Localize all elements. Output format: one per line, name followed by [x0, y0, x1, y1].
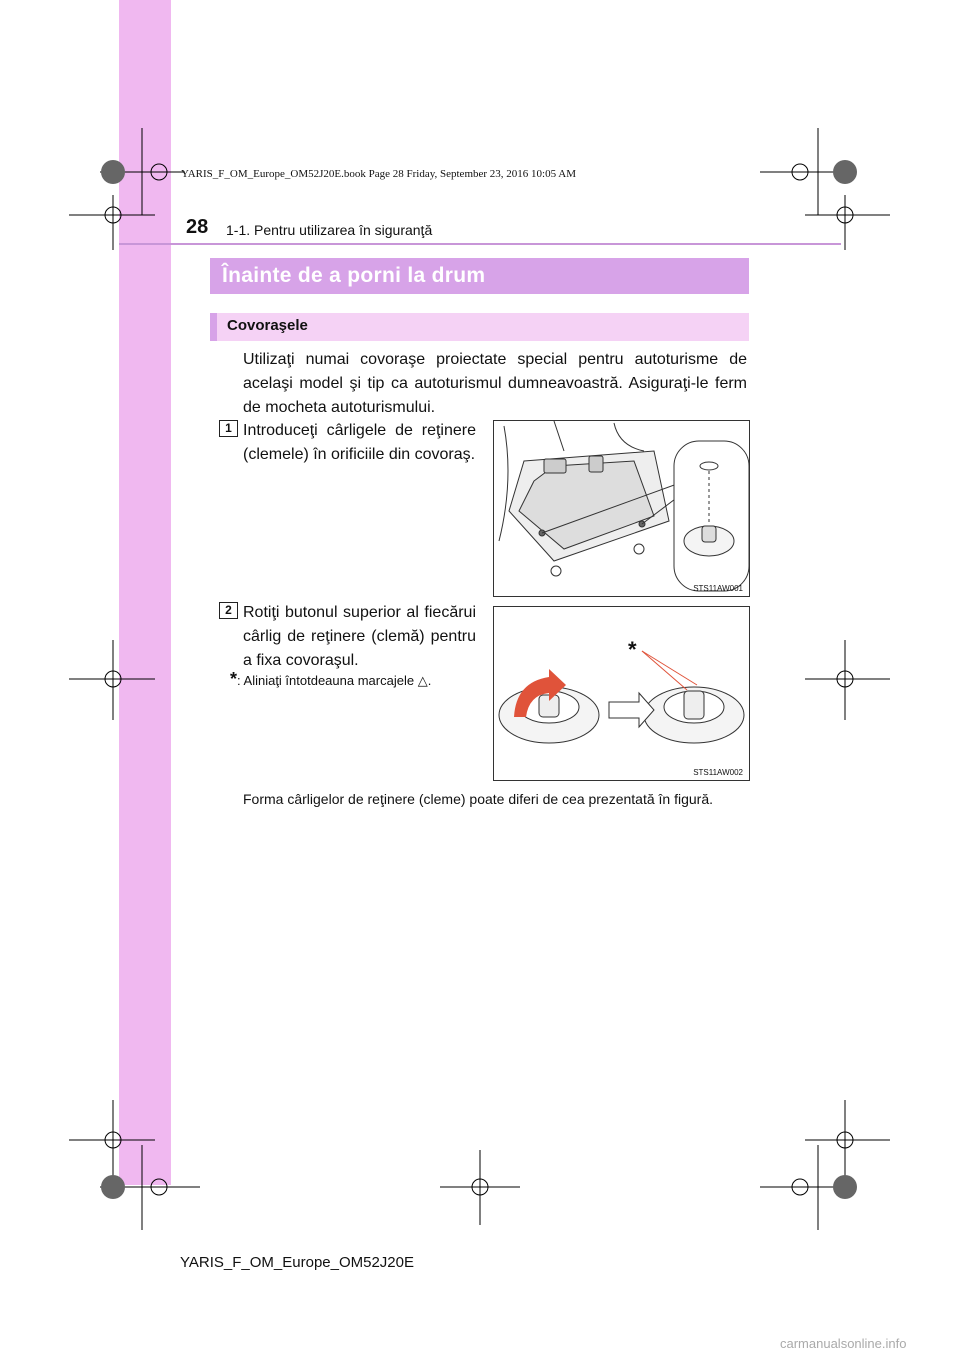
book-info: YARIS_F_OM_Europe_OM52J20E.book Page 28 Friday, September 23, 2016 10:05 AM	[181, 168, 576, 180]
clip-rotation-figure	[493, 606, 750, 781]
figure-code-1: STS11AW001	[693, 584, 743, 593]
main-title: Înainte de a porni la drum	[222, 264, 486, 287]
note-star: *	[230, 669, 238, 689]
alignment-note	[230, 669, 431, 690]
watermark: carmanualsonline.info	[780, 1336, 907, 1351]
step-text-1: Introduceţi cârligele de reţinere (clemele) în orificiile din covoraş.	[243, 422, 476, 463]
figure-star: *	[628, 637, 637, 662]
step-number-1: 1	[219, 420, 238, 437]
note-text: : Aliniaţi întotdeauna marcajele	[237, 673, 415, 688]
step-number-2: 2	[219, 602, 238, 619]
page-number: 28	[186, 216, 209, 238]
running-header: 1-1. Pentru utilizarea în siguranţă	[226, 222, 433, 238]
note-end: .	[427, 673, 432, 688]
floor-mat-figure	[493, 420, 750, 597]
clip-rotation-illustration	[494, 607, 750, 781]
triangle-mark-icon: △	[417, 673, 428, 688]
figure-code-2: STS11AW002	[693, 768, 743, 777]
main-title-bar	[210, 258, 749, 294]
header-rule	[119, 243, 841, 245]
section-title: Covoraşele	[227, 317, 308, 334]
footer-code: YARIS_F_OM_Europe_OM52J20E	[180, 1254, 415, 1271]
section-intro: Utilizaţi numai covoraşe proiectate special pentru autoturisme de acelaşi model şi tip ca autoturismul dumneavoastră. Asiguraţi-le ferm de mocheta autoturismului.	[243, 351, 747, 416]
step-text-2: Rotiţi butonul superior al fiecărui cârlig de reţinere (clemă) pentru a fixa covoraşul.	[243, 604, 476, 669]
figure-caption: Forma cârligelor de reţinere (cleme) poate diferi de cea prezentată în figură.	[243, 791, 714, 807]
floor-mat-illustration	[494, 421, 750, 597]
section-bar	[210, 313, 749, 341]
